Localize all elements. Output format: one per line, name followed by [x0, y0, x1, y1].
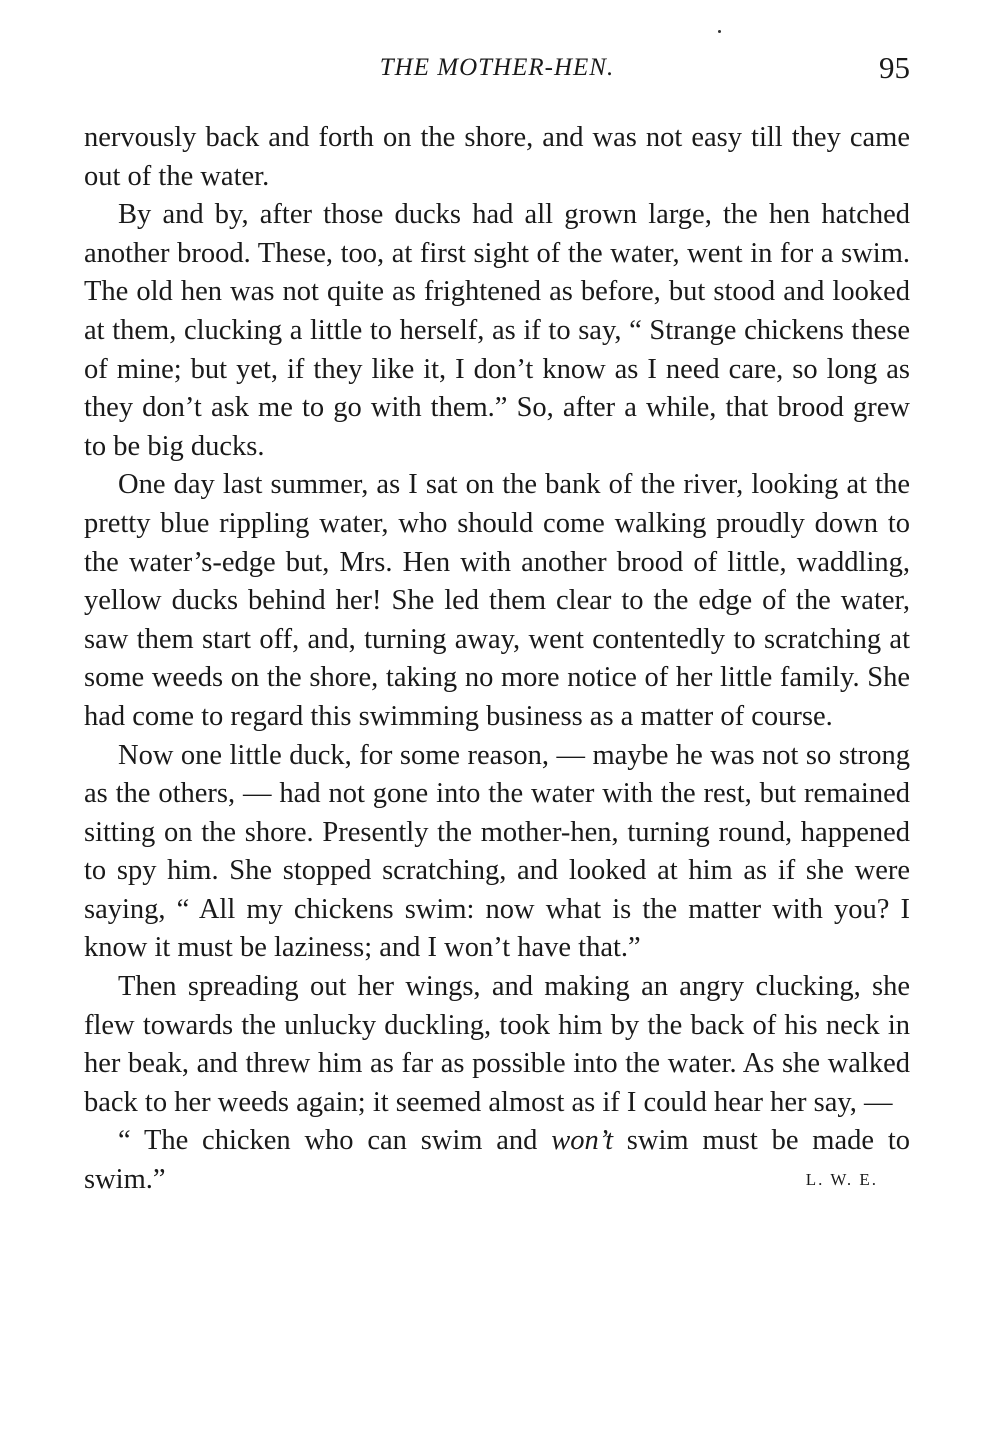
- paragraph: One day last summer, as I sat on the bank of the river, looking at the pretty blue rippling water, who should come walking proudly down to the water’s-edge but, Mrs. Hen with another brood of little, waddling, yellow ducks behind her! She led them clear to the edge of the water, saw them start off, and, turning away, went contentedly to scratching at some weeds on the shore, taking no more notice of her little family. She had come to regard this swimming business as a matter of course.: [84, 469, 910, 732]
- running-title: THE MOTHER-HEN.: [379, 54, 615, 81]
- closing-quote-end: swim must be made to swim.”: [84, 1125, 910, 1196]
- paragraph: Then spreading out her wings, and making an angry clucking, she flew towards the unlucky duckling, took him by the back of his neck in her beak, and threw him as far as possible into the water. As she walked back to her weeds again; it seemed almost as if I could hear her say, —: [84, 971, 910, 1118]
- closing-quote-emphasis: won’t: [551, 1125, 613, 1157]
- closing-quote-start: “ The chicken who can swim and: [118, 1125, 552, 1157]
- running-header: [84, 50, 910, 90]
- paragraph: Now one little duck, for some reason, — maybe he was not so strong as the others, — had not gone into the water with the rest, but remained sitting on the shore. Presently the mother-hen, turning round, happened to spy him. She stopped scratching, and looked at him as if she were saying, “ All my chickens swim: now what is the matter with you? I know it must be laziness; and I won’t have that.”: [84, 739, 910, 964]
- paragraph-continuation: nervously back and forth on the shore, and was not easy till they came out of the water.: [84, 122, 910, 192]
- body-text: [84, 119, 910, 1200]
- page-number: 95: [879, 50, 910, 85]
- author-signature: L. W. E.: [805, 1170, 878, 1190]
- print-speck: [718, 30, 721, 33]
- paragraph: By and by, after those ducks had all grown large, the hen hatched another brood. These, too, at first sight of the water, went in for a swim. The old hen was not quite as frightened as before, but stood and looked at them, clucking a little to herself, as if to say, “ Strange chickens these of mine; but yet, if they like it, I don’t know as I need care, so long as they don’t ask me to go with them.” So, after a while, that brood grew to be big ducks.: [84, 199, 910, 462]
- closing-quote-paragraph: [84, 1122, 910, 1199]
